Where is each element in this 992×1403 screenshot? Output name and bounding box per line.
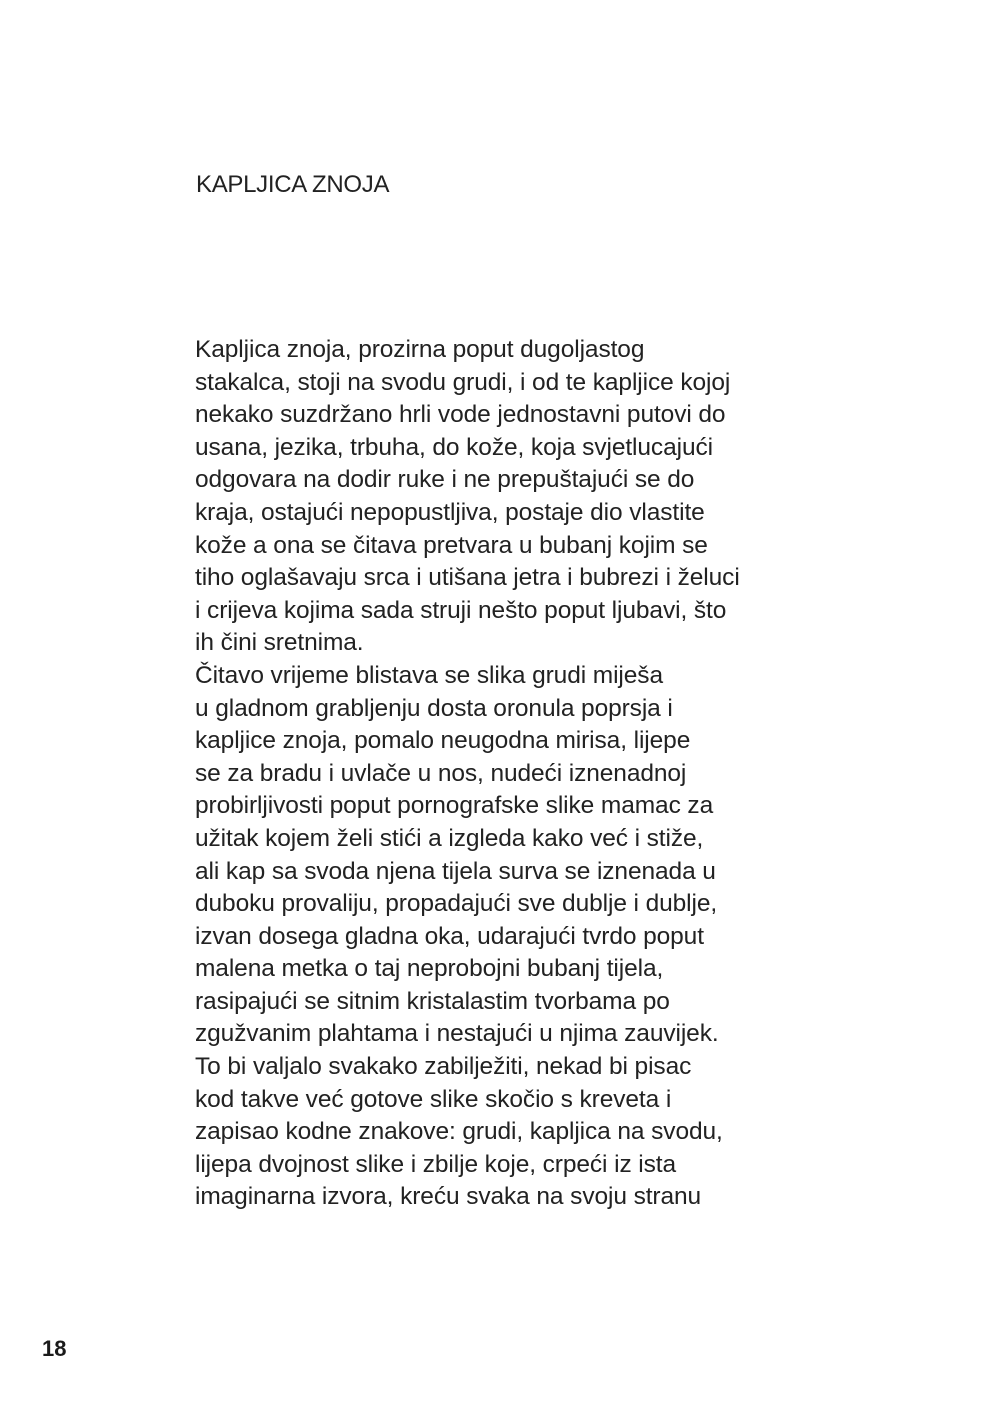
text-line: izvan dosega gladna oka, udarajući tvrdo poput bbox=[195, 922, 704, 950]
text-line: kapljice znoja, pomalo neugodna mirisa, lijepe bbox=[195, 727, 691, 755]
text-line: Čitavo vrijeme blistava se slika grudi miješa bbox=[195, 661, 663, 689]
text-line: rasipajući se sitnim kristalastim tvorbama po bbox=[195, 987, 670, 1015]
text-line: i crijeva kojima sada struji nešto poput ljubavi, što bbox=[195, 596, 727, 624]
text-line: zgužvanim plahtama i nestajući u njima zauvijek. bbox=[195, 1020, 719, 1048]
text-line: kod takve već gotove slike skočio s kreveta i bbox=[195, 1085, 672, 1113]
text-line: malena metka o taj neprobojni bubanj tijela, bbox=[195, 955, 664, 983]
text-line: lijepa dvojnost slike i zbilje koje, crpeći iz ista bbox=[195, 1150, 677, 1178]
page-title: KAPLJICA ZNOJA bbox=[196, 171, 390, 198]
page-number: 18 bbox=[42, 1336, 67, 1361]
text-line: kože a ona se čitava pretvara u bubanj kojim se bbox=[195, 531, 708, 559]
text-line: odgovara na dodir ruke i ne prepuštajući se do bbox=[195, 466, 695, 494]
text-line: duboku provaliju, propadajući sve dublje i dublje, bbox=[195, 890, 718, 918]
text-line: usana, jezika, trbuha, do kože, koja svjetlucajući bbox=[195, 433, 713, 461]
text-line: imaginarna izvora, kreću svaka na svoju stranu bbox=[195, 1183, 702, 1211]
text-line: u gladnom grabljenju dosta oronula poprsja i bbox=[195, 694, 673, 722]
text-line: užitak kojem želi stići a izgleda kako već i stiže, bbox=[195, 824, 704, 852]
text-line: ih čini sretnima. bbox=[195, 629, 364, 657]
text-line: Kapljica znoja, prozirna poput dugoljastog bbox=[195, 336, 645, 363]
text-line: probirljivosti poput pornografske slike mamac za bbox=[195, 792, 714, 820]
text-line: nekako suzdržano hrli vode jednostavni putovi do bbox=[195, 401, 726, 429]
body-text bbox=[195, 334, 835, 1214]
text-line: kraja, ostajući nepopustljiva, postaje dio vlastite bbox=[195, 498, 705, 526]
text-line: se za bradu i uvlače u nos, nudeći iznenadnoj bbox=[195, 759, 687, 787]
text-line: tiho oglašavaju srca i utišana jetra i bubrezi i želuci bbox=[195, 564, 740, 592]
text-line: ali kap sa svoda njena tijela surva se iznenada u bbox=[195, 857, 716, 885]
text-line: zapisao kodne znakove: grudi, kapljica na svodu, bbox=[195, 1118, 723, 1146]
text-line: To bi valjalo svakako zabilježiti, nekad bi pisac bbox=[195, 1053, 692, 1081]
text-line: stakalca, stoji na svodu grudi, i od te kapljice kojoj bbox=[195, 368, 731, 396]
